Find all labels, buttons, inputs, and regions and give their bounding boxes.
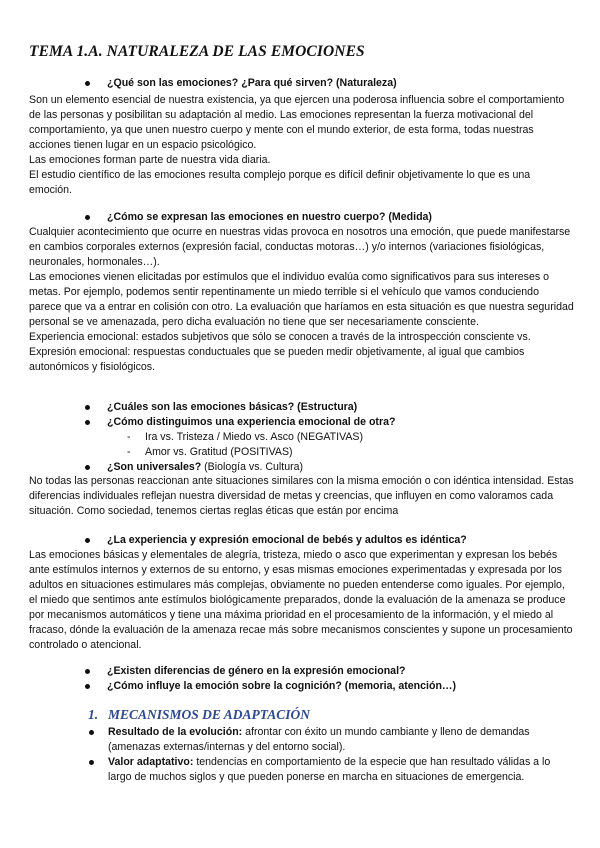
section-universales-text	[29, 474, 574, 519]
paragraph: El estudio científico de las emociones resulta complejo porque es difícil definir objetivamente lo que es una emoción.	[29, 169, 531, 196]
paragraph: Son un elemento esencial de nuestra existencia, ya que ejercen una poderosa influencia sobre el comportamiento de las personas y posibilitan su adaptación al medio. Las emociones representan la fuerza motivacional del comportamiento, ya que unen nuestro cuerpo y mente con el mundo exterior, de esta forma, todas nuestras acciones tienen lugar en un espacio psicológico.	[29, 94, 565, 151]
bullet-icon	[89, 730, 94, 735]
bullet-icon	[85, 405, 90, 410]
definition-text: afrontar con éxito un mundo cambiante y lleno de demandas (amenazas externas/internas y del entorno social).	[108, 726, 530, 753]
bullet-icon	[85, 215, 90, 220]
bullet-icon	[85, 420, 90, 425]
paragraph: Cualquier acontecimiento que ocurre en nuestras vidas provoca en nosotros una emoción, que puede manifestarse en cambios corporales externos (expresión facial, conductas motoras…) y/o internos (variaciones fisiológicas, neuronales, hormonales…).	[29, 226, 571, 268]
bullet-icon	[85, 669, 90, 674]
bullet-icon	[89, 760, 94, 765]
paragraph: Experiencia emocional: estados subjetivos que sólo se conocen a través de la introspección consciente vs.	[29, 331, 531, 343]
paragraph: Las emociones básicas y elementales de alegría, tristeza, miedo o asco que experimentan y expresan los bebés ante estímulos internos y externos de su entorno, y esas mismas emociones experimentadas y expresada por los adultos en situaciones estimulares más complejas, obviamente no pueden entenderse como iguales. Por ejemplo, el miedo que sentimos ante estímulos biológicamente preparados, donde la evaluación de la amenaza se produce por mecanismos automáticos y tiene una máxima prioridad en el procesamiento de la información, y el miedo al fracaso, dónde la evaluación de la amenaza recae más sobre mecanismos conscientes y supone un procesamiento controlado o atencional.	[29, 549, 573, 651]
paragraph: No todas las personas reaccionan ante situaciones similares con la misma emoción o con idéntica intensidad. Estas diferencias individuales reflejan nuestra diversidad de metas y creencias, que influyen en como valoramos cada situación. Como sociedad, tenemos ciertas reglas éticas que están por encima	[29, 475, 574, 517]
section-number: 1.	[88, 707, 99, 722]
definition-item-evolucion	[91, 725, 551, 755]
document-page: TEMA 1.A. NATURALEZA DE LAS EMOCIONES ¿Qué son las emociones? ¿Para qué sirven? (Naturaleza) Son un elemento esencial de nuestra existencia, ya que ejercen una poderosa influencia sobre el comportamiento de las personas y posibilitan su adaptación al medio. Las emociones representan la fuerza motivacional del comportamiento, ya que unen nuestro cuerpo y mente con el mundo exterior, de esta forma, todas nuestras acciones tienen lugar en un espacio psicológico. Las emociones forman parte de nuestra vida diaria. El estudio científico de las emociones resulta complejo porque es difícil definir objetivamente lo que es una emoción. ¿Cómo se expresan las emociones en nuestro cuerpo? (Medida) Cualquier acontecimiento que ocurre en nuestras vidas provoca en nosotros una emoción, que puede manifestarse en cambios corporales externos (expresión facial, conductas motoras…) y/o internos (variaciones fisiológicas, neuronales, hormonales…). Las emociones vienen elicitadas por estímulos que el individuo evalúa como significativos para sus intereses o metas. Por ejemplo, podemos sentir repentinamente un miedo terrible si el vehículo que vamos conduciendo parece que va a entrar en colisión con otro. La evaluación que haríamos en esta situación es que nuestra seguridad personal se ve amenazada, pero dicha evaluación no tiene que ser necesariamente consciente. Experiencia emocional: estados subjetivos que sólo se conocen a través de la introspección consciente vs. Expresión emocional: respuestas conductuales que se pueden medir objetivamente, al igual que cambios autonómicos y fisiológicos. ¿Cuáles son las emociones básicas? (Estructura) ¿Cómo distinguimos una experiencia emocional de otra? - Ira vs. Tristeza / Miedo vs. Asco (NEGATIVAS) - Amor vs. Gratitud (POSITIVAS) ¿Son universales? (Biología vs. Cultura) No todas las personas reaccionan ante situaciones similares con la misma emoción o con idéntica intensidad. Estas diferencias individuales reflejan nuestra diversidad de metas y creencias, que influyen en como valoramos cada situación. Como sociedad, tenemos ciertas reglas éticas que están por encima ¿La experiencia y expresión emocional de bebés y adultos es idéntica? Las emociones básicas y elementales de alegría, tristeza, miedo o asco que experimentan y expresan los bebés ante estímulos internos y externos de su entorno, y esas mismas emociones experimentadas y expresada por los adultos en situaciones estimulares más complejas, obviamente no pueden entenderse como iguales. Por ejemplo, el miedo que sentimos ante estímulos biológicamente preparados, donde la evaluación de la amenaza se produce por mecanismos automáticos y tiene una máxima prioridad en el procesamiento de la información, y el miedo al fracaso, dónde la evaluación de la amenaza recae más sobre mecanismos conscientes y supone un procesamiento controlado o atencional. ¿Existen diferencias de género en la expresión emocional? ¿Cómo influye la emoción sobre la cognición? (memoria, atención…) 1. MECANISMOS DE ADAPTACIÓN Resultado de la evolución: afrontar con éxito un mundo cambiante y lleno de demandas (amenazas externas/internas y del entorno social). Valor adaptativo: tendencias en comportamiento de la especie que han resultado válidas a lo largo de muchos siglos y que pueden ponerse en marcha en situaciones de emergencia.	[0, 0, 600, 848]
bullet-heading-universales-bold: ¿Son universales?	[107, 461, 202, 473]
bullet-heading-universales-note: (Biología vs. Cultura)	[201, 461, 304, 473]
dash-icon: -	[127, 446, 131, 458]
definition-text: tendencias en comportamiento de la especie que han resultado válidas a lo largo de muchos siglos y que pueden ponerse en marcha en situaciones de emergencia.	[108, 756, 551, 783]
section-medida-text	[29, 225, 574, 375]
definition-item-valor-adaptativo	[91, 755, 551, 785]
section-bebes-adultos-text	[29, 548, 574, 653]
bullet-icon	[85, 538, 90, 543]
definition-term: Valor adaptativo:	[108, 756, 194, 768]
bullet-icon	[85, 684, 90, 689]
bullet-icon	[85, 81, 90, 86]
paragraph: Expresión emocional: respuestas conductuales que se pueden medir objetivamente, al igual que cambios autonómicos y fisiológicos.	[29, 346, 525, 373]
definition-term: Resultado de la evolución:	[108, 726, 243, 738]
paragraph: Las emociones forman parte de nuestra vida diaria.	[29, 154, 271, 166]
paragraph: Las emociones vienen elicitadas por estímulos que el individuo evalúa como significativos para sus intereses o metas. Por ejemplo, podemos sentir repentinamente un miedo terrible si el vehículo que vamos conduciendo parece que va a entrar en colisión con otro. La evaluación que haríamos en esta situación es que nuestra seguridad personal se ve amenazada, pero dicha evaluación no tiene que ser necesariamente consciente.	[29, 271, 574, 328]
section-naturaleza-text	[29, 93, 574, 198]
bullet-icon	[85, 465, 90, 470]
document-title: TEMA 1.A. NATURALEZA DE LAS EMOCIONES	[29, 43, 365, 60]
dash-icon: -	[127, 431, 131, 443]
section-title: MECANISMOS DE ADAPTACIÓN	[108, 707, 311, 722]
